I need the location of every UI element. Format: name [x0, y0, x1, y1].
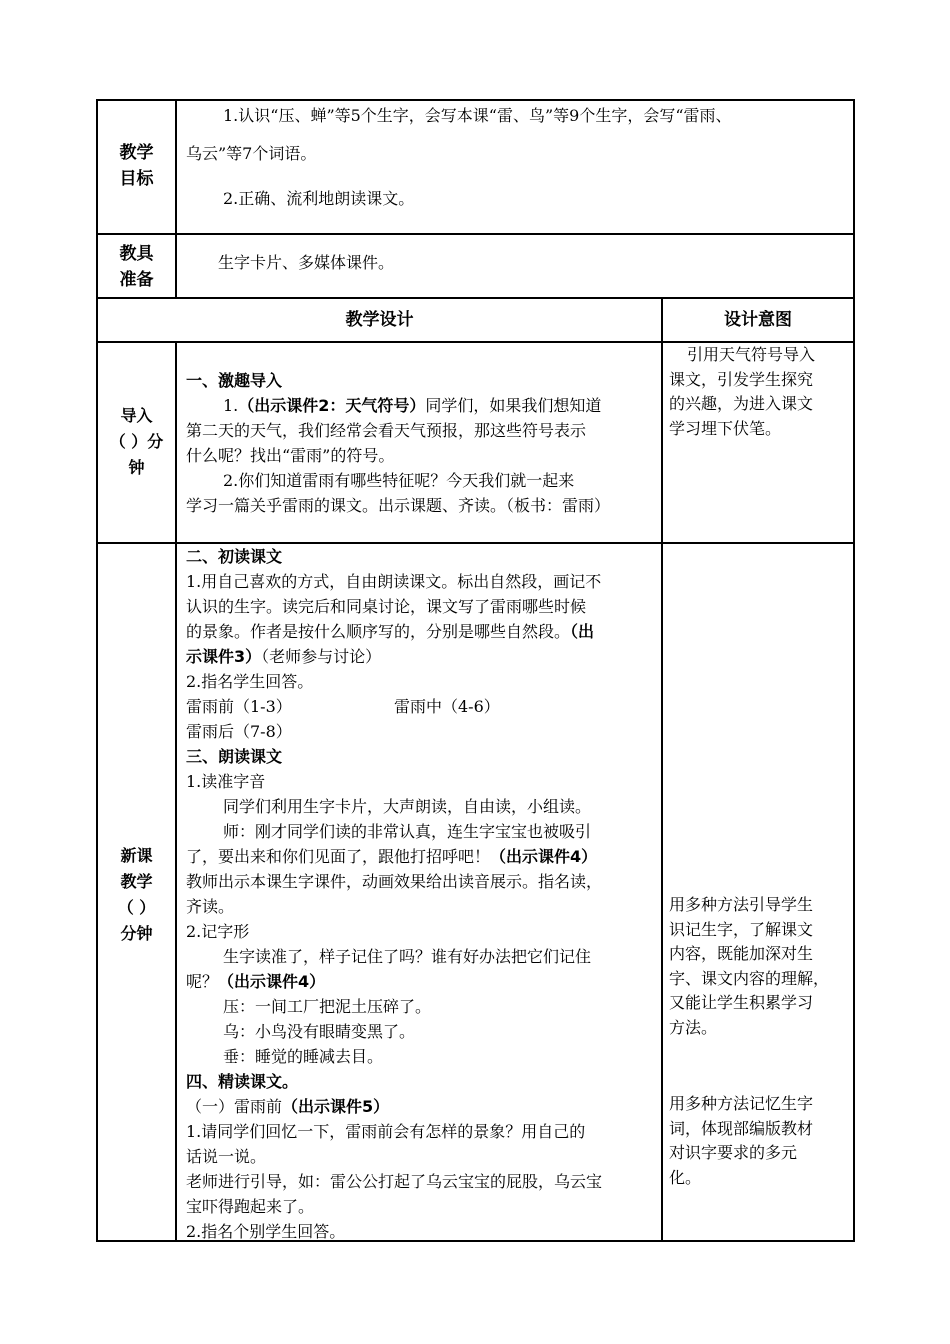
part-during: 雷雨中（4-6） [394, 697, 500, 716]
s2-1b: 认识的生字。读完后和同桌讨论，课文写了雷雨哪些时候 [186, 597, 587, 616]
section-3-title: 三、朗读课文 [186, 747, 283, 766]
goals-label: 教学 目标 [119, 143, 154, 189]
intro-p1-l2: 第二天的天气，我们经常会看天气预报，那这些符号表示 [186, 421, 587, 440]
intro-p1-l3: 什么呢？找出“雷雨”的符号。 [186, 446, 395, 465]
s2-1d: 示课件3）（老师参与讨论） [186, 647, 382, 666]
newlesson-intent-1: 用多种方法引导学生 识记生字，了解课文 内容，既能加深对生 字、课文内容的理解， 又能让学生积累学习 方法。 [669, 895, 830, 1037]
table-border-right [853, 99, 855, 1242]
goals-item-1a: 1.认识“压、蝉”等5个生字，会写本课“雷、鸟”等9个生字，会写“雷雨、 [223, 106, 732, 125]
tools-content: 生字卡片、多媒体课件。 [218, 253, 395, 272]
s4-1d: 宝吓得跑起来了。 [186, 1197, 315, 1216]
header-intent: 设计意图 [724, 310, 792, 330]
s4-1c: 老师进行引导，如：雷公公打起了乌云宝宝的屁股，乌云宝 [186, 1172, 603, 1191]
s4-2: 2.指名个别学生回答。 [186, 1222, 346, 1241]
s2-1c: 的景象。作者是按什么顺序写的，分别是哪些自然段。（出 [186, 622, 595, 641]
s2-2: 2.指名学生回答。 [186, 672, 314, 691]
s3-2e: 垂：睡觉的睡减去目。 [223, 1047, 384, 1066]
newlesson-label: 新课 教学 （ ） 分钟 [117, 846, 156, 943]
s3-1: 1.读准字音 [186, 772, 266, 791]
s3-2: 2.记字形 [186, 922, 250, 941]
table-rule-goals-bottom [96, 233, 855, 235]
s4-1b: 话说一说。 [186, 1147, 267, 1166]
s3-1a: 同学们利用生字卡片，大声朗读，自由读，小组读。 [223, 797, 592, 816]
s3-1c: 了，要出来和你们见面了，跟他打招呼吧！（出示课件4） [186, 847, 598, 866]
s4-1a: 1.请同学们回忆一下，雷雨前会有怎样的景象？用自己的 [186, 1122, 586, 1141]
intro-title: 一、激趣导入 [186, 371, 283, 390]
tools-label: 教具 准备 [119, 244, 154, 290]
part-after: 雷雨后（7-8） [186, 722, 292, 741]
s3-1e: 齐读。 [186, 897, 235, 916]
s3-2d: 乌：小鸟没有眼睛变黑了。 [223, 1022, 416, 1041]
section-4-title: 四、精读课文。 [186, 1072, 299, 1091]
intro-label: 导入 （ ）分 钟 [109, 406, 164, 477]
table-rule-label-bottom [175, 341, 177, 1242]
table-rule-label-top [175, 99, 177, 299]
table-rule-tools-bottom [96, 297, 855, 299]
part-before: 雷雨前（1-3） [186, 697, 292, 716]
goals-item-1b: 乌云”等7个词语。 [186, 144, 317, 163]
s4-sub: （一）雷雨前（出示课件5） [186, 1097, 390, 1116]
s3-1d: 教师出示本课生字课件，动画效果给出读音展示。指名读， [186, 872, 603, 891]
s3-2a: 生字读准了，样子记住了吗？谁有好办法把它们记住 [223, 947, 592, 966]
s3-1b: 师：刚才同学们读的非常认真，连生字宝宝也被吸引 [223, 822, 592, 841]
intro-intent: 引用天气符号导入 课文，引发学生探究 的兴趣，为进入课文 学习埋下伏笔。 [669, 345, 816, 438]
intro-p1-l1: 1.（出示课件2：天气符号）同学们，如果我们想知道 [223, 396, 602, 415]
s3-2c: 压：一间工厂把泥土压碎了。 [223, 997, 432, 1016]
intro-p2-l1: 2.你们知道雷雨有哪些特征呢？今天我们就一起来 [223, 471, 575, 490]
table-border-top [96, 99, 855, 101]
header-design: 教学设计 [345, 310, 414, 330]
table-rule-intent [661, 297, 663, 1242]
intro-p2-l2: 学习一篇关乎雷雨的课文。出示课题、齐读。（板书：雷雨） [186, 496, 611, 515]
s2-1a: 1.用自己喜欢的方式，自由朗读课文。标出自然段，画记不 [186, 572, 602, 591]
s3-2b: 呢？（出示课件4） [186, 972, 326, 991]
goals-item-2: 2.正确、流利地朗读课文。 [223, 189, 415, 208]
section-2-title: 二、初读课文 [186, 547, 283, 566]
newlesson-intent-2: 用多种方法记忆生字 词，体现部编版教材 对识字要求的多元 化。 [669, 1094, 814, 1187]
